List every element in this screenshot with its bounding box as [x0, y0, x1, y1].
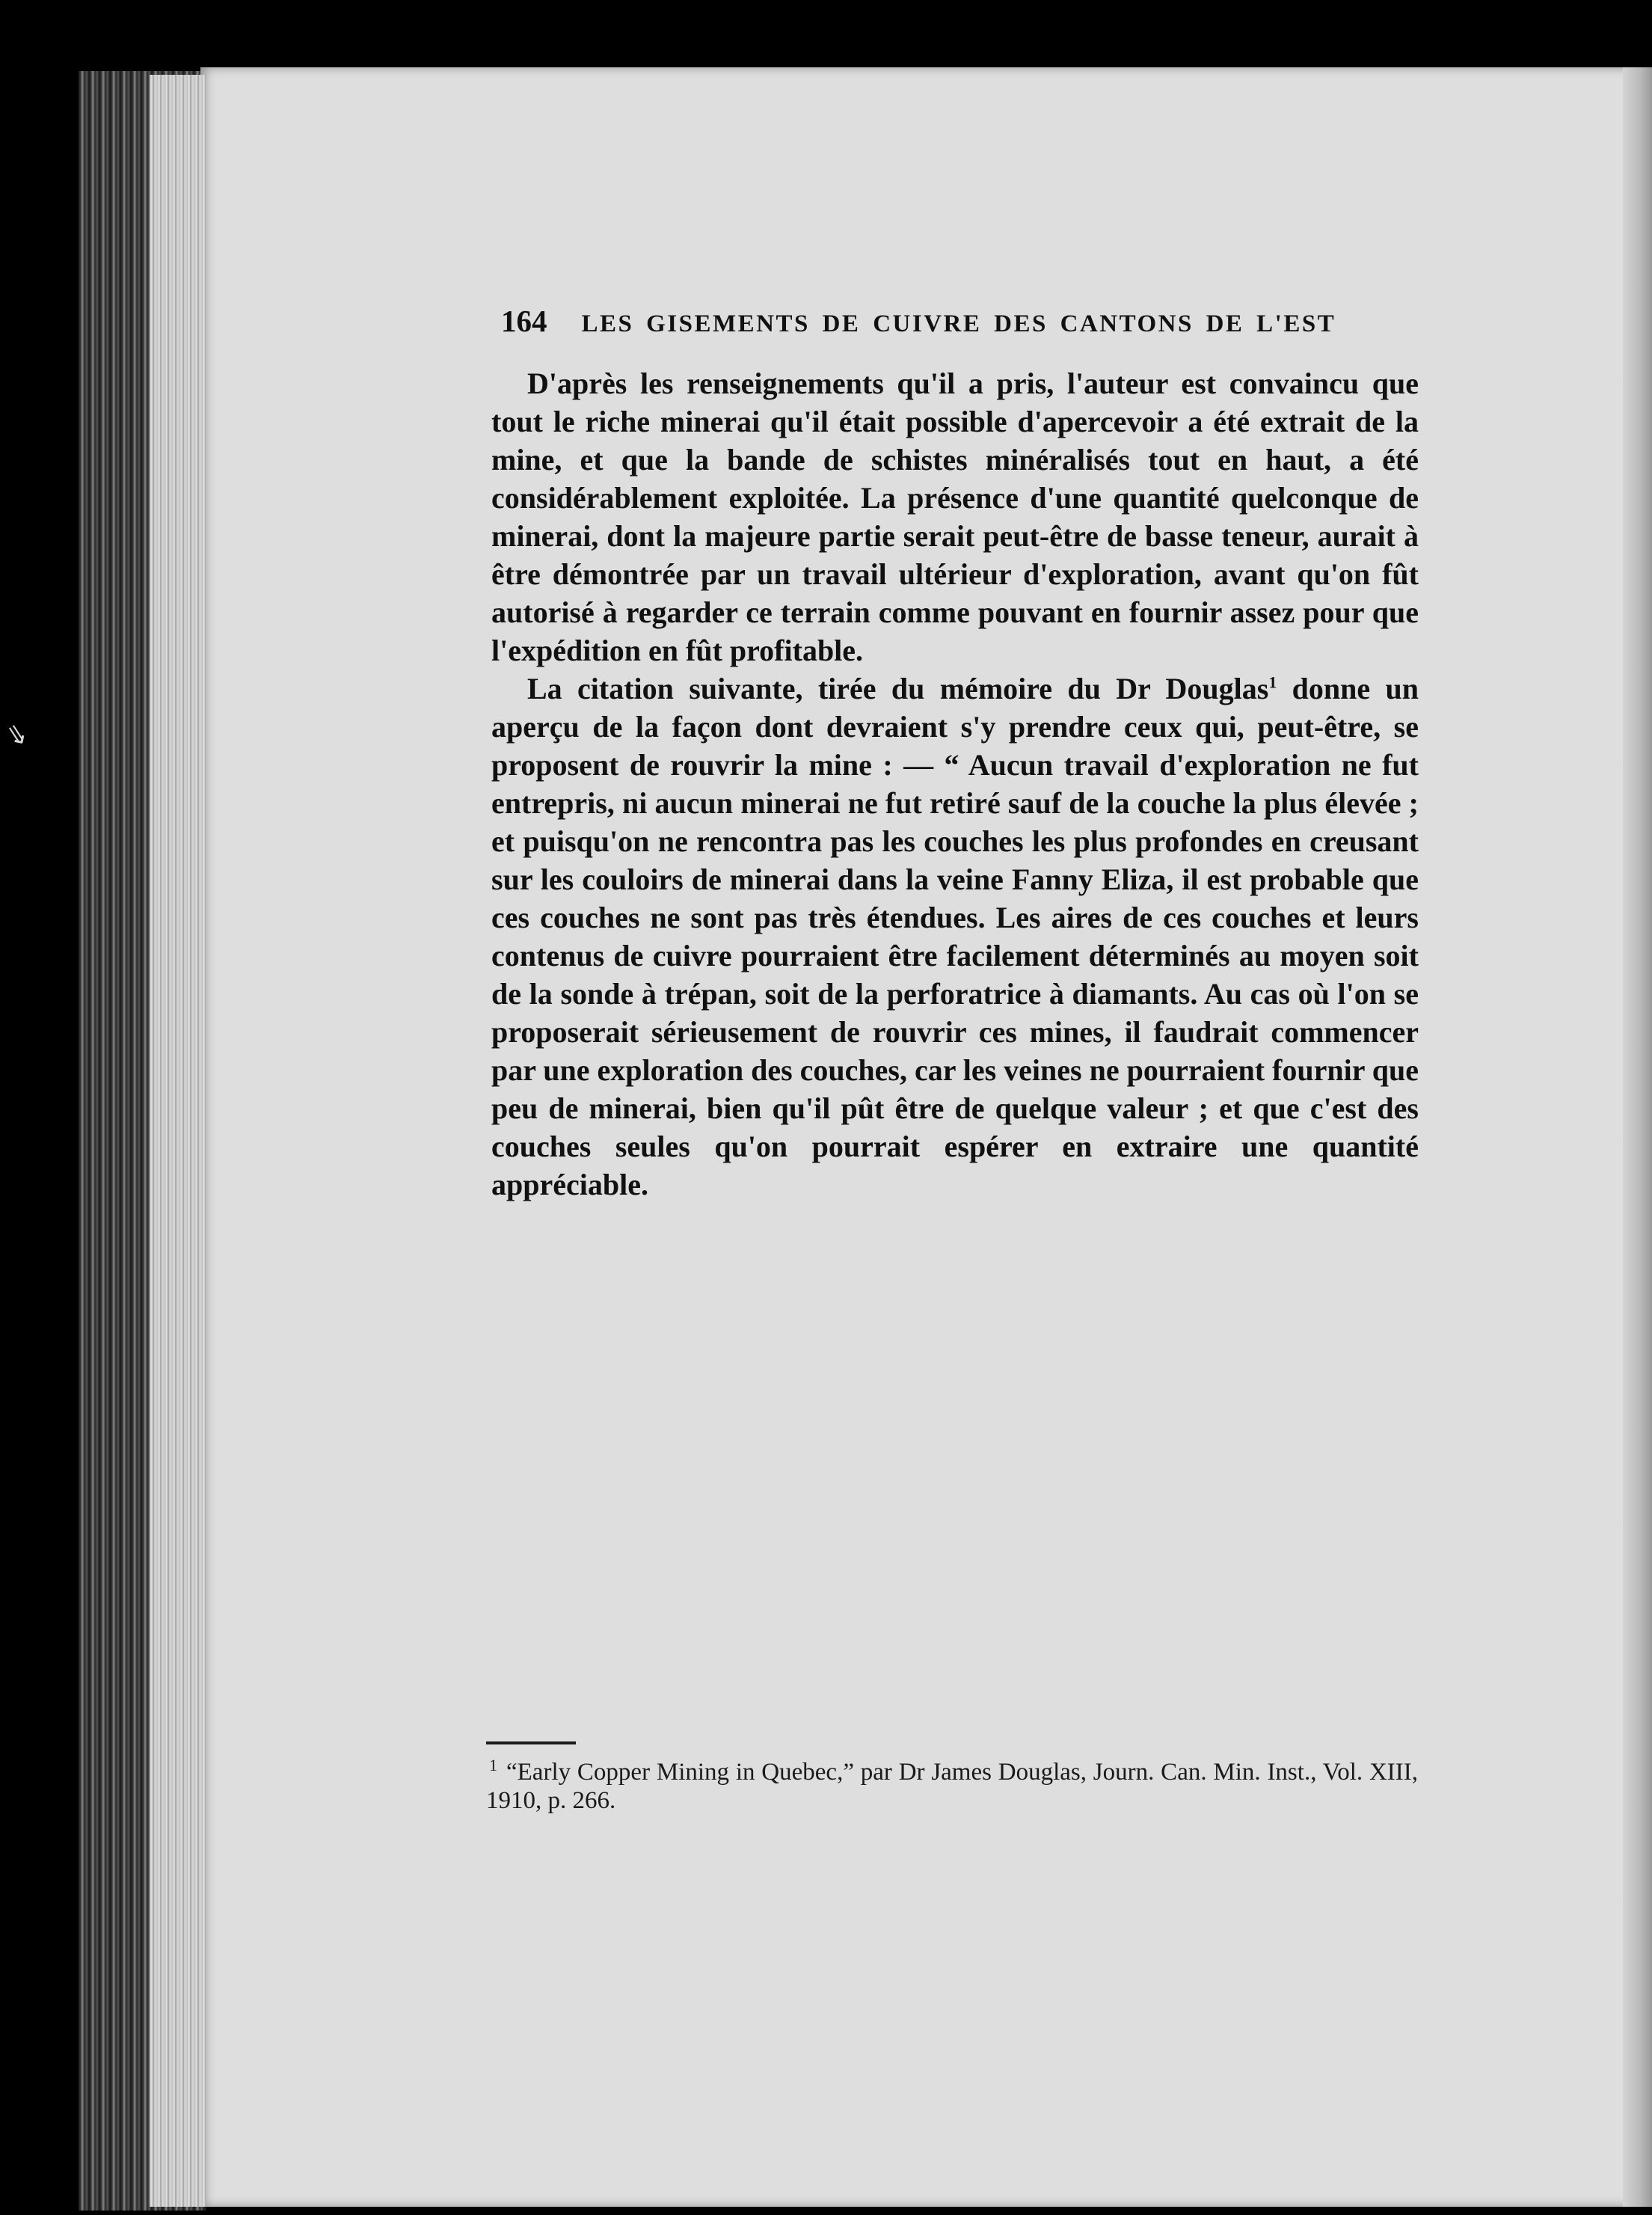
paragraph-1: D'après les renseignements qu'il a pris, l'auteur est convaincu que tout le riche minerai qu'il était possible d'apercevoir a été extrait de la mine, et que la bande de schistes minéralisés tout en haut, a été considérablement exploitée. La présence d'une quantité quelconque de minerai, dont la majeure partie serait peut-être de basse teneur, aurait à être démontrée par un travail ultérieur d'exploration, avant qu'on fût autorisé à regarder ce terrain comme pouvant en fournir assez pour que l'expédition en fût profitable.: [491, 367, 1419, 667]
body-text: [491, 364, 1419, 1204]
scan-arrow-mark: ⇘: [2, 717, 31, 752]
paragraph-2-part-2: donne un aperçu de la façon dont devraient s'y prendre ceux qui, peut-être, se proposent de rouvrir la mine : — “ Aucun travail d'exploration ne fut entrepris, ni aucun minerai ne fut retiré sauf de la couche la plus élevée ; et puisqu'on ne rencontra pas les couches les plus profondes en creusant sur les couloirs de minerai dans la veine Fanny Eliza, il est probable que ces couches ne sont pas très étendues. Les aires de ces couches et leurs contenus de cuivre pourraient être facilement déterminés au moyen soit de la sonde à trépan, soit de la perforatrice à diamants. Au cas où l'on se proposerait sérieusement de rouvrir ces mines, il faudrait commencer par une exploration des couches, car les veines ne pourraient fournir que peu de minerai, bien qu'il pût être de quelque valeur ; et que c'est des couches seules qu'on pourrait espérer en extraire une quantité appréciable.: [491, 672, 1419, 1201]
page-edges: [150, 75, 206, 2207]
page-right-edge: [1623, 67, 1652, 2207]
footnote-text: “Early Copper Mining in Quebec,” par Dr James Douglas, Journ. Can. Min. Inst., Vol. XIII, 1910, p. 266.: [486, 1759, 1418, 1814]
page-number: 164: [501, 304, 547, 338]
footnote-rule: [486, 1741, 576, 1744]
paragraph-2-part-1: La citation suivante, tirée du mémoire du Dr Douglas: [527, 672, 1269, 705]
footnote-reference: 1: [1268, 673, 1277, 692]
footnote-number: 1: [489, 1756, 497, 1774]
paragraph-2: [491, 670, 1419, 1204]
footnote: [486, 1758, 1418, 1815]
page-header: [501, 303, 1398, 348]
running-title: LES GISEMENTS DE CUIVRE DES CANTONS DE L'EST: [581, 310, 1336, 337]
